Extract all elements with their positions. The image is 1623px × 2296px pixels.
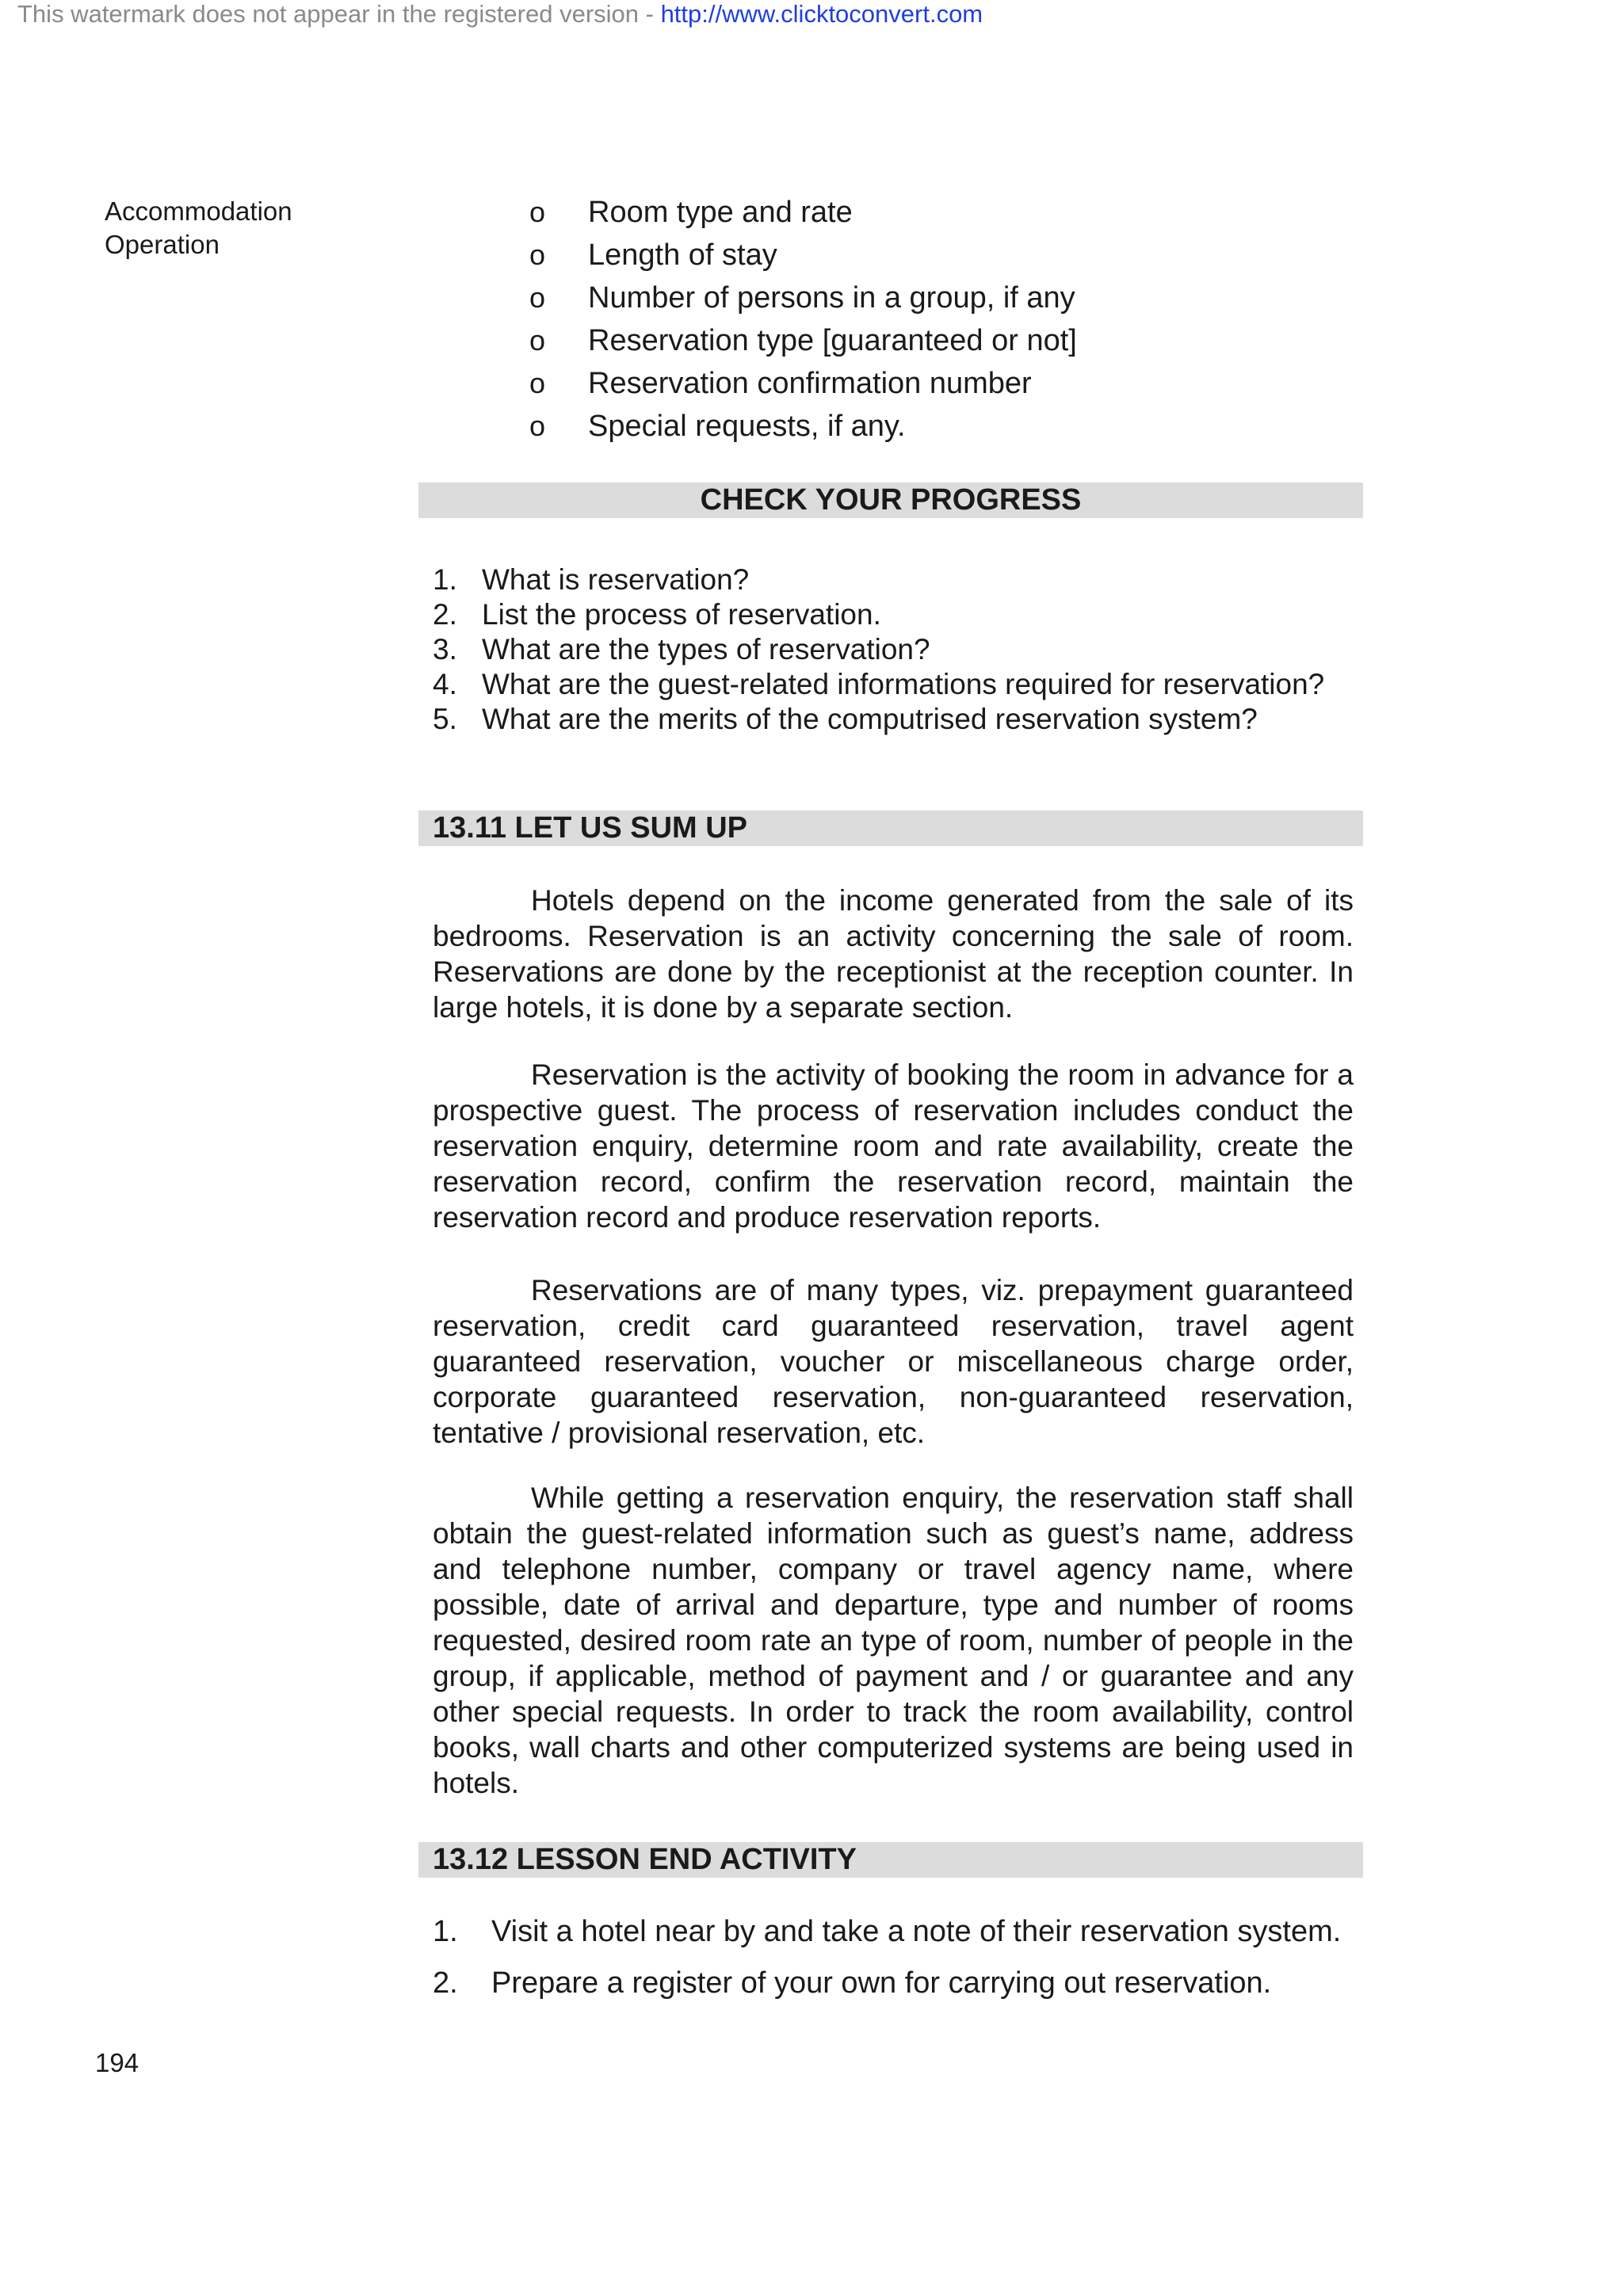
list-item — [433, 1964, 1341, 2016]
lesson-end-heading: 13.12 LESSON END ACTIVITY — [418, 1842, 1363, 1878]
list-item-text: Reservation type [guaranteed or not] — [588, 324, 1077, 357]
side-running-title — [105, 195, 292, 261]
question-number: 3. — [433, 633, 457, 666]
side-title-line-1: Accommodation — [105, 196, 292, 226]
question-text: What are the merits of the computrised reservation system? — [482, 703, 1258, 735]
question-text: What is reservation? — [482, 563, 750, 596]
watermark-notice — [17, 0, 983, 29]
list-item-text: Reservation confirmation number — [588, 367, 1032, 400]
list-item — [433, 632, 1324, 667]
sum-up-paragraph-2: Reservation is the activity of booking the room in advance for a prospective guest. The process of reservation includes conduct the reservation enquiry, determine room and rate availability, create the reservation record, confirm the reservation record, maintain the reservation record and produce reservation reports. — [433, 1058, 1354, 1234]
question-text: What are the guest-related informations required for reservation? — [482, 668, 1325, 700]
watermark-link[interactable]: http://www.clicktoconvert.com — [660, 0, 983, 28]
activity-text: Prepare a register of your own for carrying out reservation. — [491, 1966, 1272, 2000]
bullet-marker: o — [529, 238, 546, 271]
check-progress-heading: CHECK YOUR PROGRESS — [418, 482, 1363, 518]
bullet-marker: o — [529, 367, 546, 399]
page-number: 194 — [95, 2048, 139, 2077]
bullet-marker: o — [529, 196, 546, 228]
lesson-end-activities — [433, 1913, 1341, 2016]
question-number: 2. — [433, 598, 457, 631]
activity-number: 1. — [433, 1915, 458, 1948]
bullet-marker: o — [529, 281, 546, 314]
question-text: List the process of reservation. — [482, 598, 881, 631]
activity-text: Visit a hotel near by and take a note of their reservation system. — [491, 1915, 1342, 1948]
question-number: 1. — [433, 563, 457, 596]
side-title-line-2: Operation — [105, 230, 220, 259]
list-item-text: Number of persons in a group, if any — [588, 281, 1075, 315]
list-item — [529, 364, 1077, 407]
list-item — [433, 702, 1324, 737]
list-item-text: Length of stay — [588, 238, 777, 272]
list-item — [433, 597, 1324, 632]
question-text: What are the types of reservation? — [482, 633, 930, 666]
watermark-text: This watermark does not appear in the registered version - — [17, 0, 661, 28]
guest-info-bullet-list — [529, 193, 1077, 450]
sum-up-heading: 13.11 LET US SUM UP — [418, 810, 1363, 846]
list-item-text: Special requests, if any. — [588, 410, 906, 443]
list-item-text: Room type and rate — [588, 196, 853, 229]
bullet-marker: o — [529, 324, 546, 357]
activity-number: 2. — [433, 1966, 458, 2000]
question-number: 5. — [433, 703, 457, 735]
list-item — [529, 322, 1077, 364]
list-item — [529, 279, 1077, 322]
list-item — [433, 1913, 1341, 1964]
list-item — [433, 667, 1324, 702]
sum-up-paragraph-3: Reservations are of many types, viz. prepayment guaranteed reservation, credit card guaranteed reservation, travel agent guaranteed reservation, voucher or miscellaneous charge order, corporate guaranteed reservation, non-guaranteed reservation, tentative / provisional reservation, etc. — [433, 1274, 1354, 1449]
question-number: 4. — [433, 668, 457, 700]
check-progress-questions — [433, 563, 1324, 737]
list-item — [529, 407, 1077, 450]
list-item — [529, 193, 1077, 236]
sum-up-paragraph-1: Hotels depend on the income generated from the sale of its bedrooms. Reservation is an activity concerning the sale of room. Reservations are done by the receptionist at the reception counter. In large hotels, it is done by a separate section. — [433, 884, 1354, 1024]
list-item — [529, 236, 1077, 279]
list-item — [433, 563, 1324, 597]
bullet-marker: o — [529, 410, 546, 442]
sum-up-paragraph-4: While getting a reservation enquiry, the reservation staff shall obtain the guest-related information such as guest’s name, address and telephone number, company or travel agency name, where possible, date of arrival and departure, type and number of rooms requested, desired room rate an type of room, number of people in the group, if applicable, method of payment and / or guarantee and any other special requests. In order to track the room availability, control books, wall charts and other computerized systems are being used in hotels. — [433, 1482, 1354, 1799]
